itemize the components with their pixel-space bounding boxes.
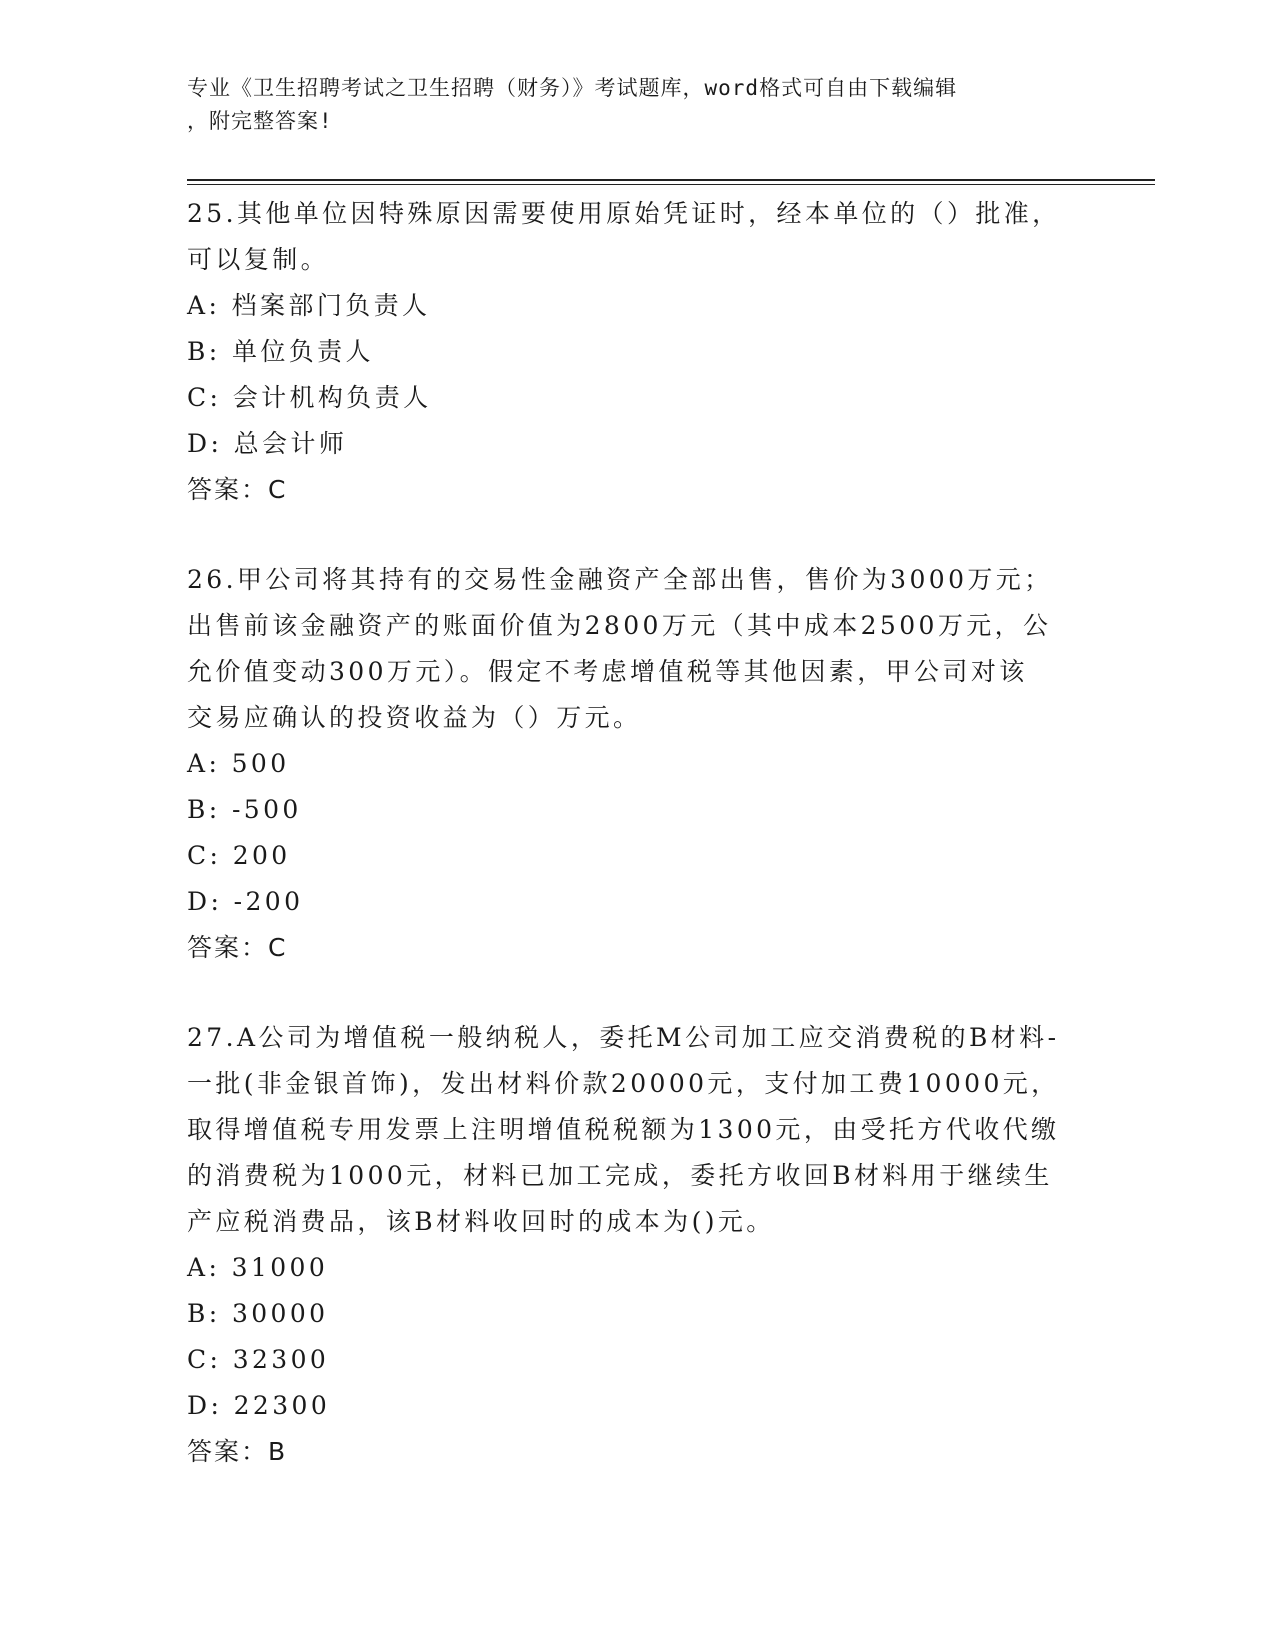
header-divider-thick — [187, 179, 1155, 181]
question-stem-line: 交易应确认的投资收益为（）万元。 — [187, 703, 642, 732]
question-stem-line: 25.其他单位因特殊原因需要使用原始凭证时，经本单位的（）批准， — [187, 199, 1061, 228]
question-stem-line: 的消费税为1000元，材料已加工完成，委托方收回B材料用于继续生 — [187, 1161, 1053, 1190]
option-a: A: 档案部门负责人 — [187, 291, 431, 320]
header-divider-thin — [187, 184, 1155, 185]
option-c: C: 200 — [187, 841, 291, 870]
question-stem-line: 27.A公司为增值税一般纳税人，委托M公司加工应交消费税的B材料- — [187, 1023, 1060, 1052]
question-26 — [187, 557, 1087, 971]
header-line-2: ，附完整答案! — [187, 109, 333, 133]
answer-line: 答案：B — [187, 1437, 288, 1466]
option-d: D: -200 — [187, 887, 304, 916]
question-stem-line: 26.甲公司将其持有的交易性金融资产全部出售，售价为3000万元； — [187, 565, 1053, 594]
option-d: D: 总会计师 — [187, 429, 348, 458]
question-stem-line: 出售前该金融资产的账面价值为2800万元（其中成本2500万元，公 — [187, 611, 1052, 640]
option-a: A: 31000 — [187, 1253, 329, 1282]
header-line-1: 专业《卫生招聘考试之卫生招聘（财务）》考试题库，word格式可自由下载编辑 — [187, 76, 958, 100]
answer-line: 答案：C — [187, 475, 288, 504]
option-b: B: 单位负责人 — [187, 337, 374, 366]
option-a: A: 500 — [187, 749, 290, 778]
question-27 — [187, 1015, 1087, 1475]
question-stem-line: 允价值变动300万元）。假定不考虑增值税等其他因素，甲公司对该 — [187, 657, 1028, 686]
option-c: C: 32300 — [187, 1345, 330, 1374]
question-stem-line: 可以复制。 — [187, 245, 330, 274]
option-b: B: -500 — [187, 795, 302, 824]
question-stem-line: 取得增值税专用发票上注明增值税税额为1300元，由受托方代收代缴 — [187, 1115, 1060, 1144]
question-list — [187, 191, 1087, 1519]
answer-line: 答案：C — [187, 933, 288, 962]
option-b: B: 30000 — [187, 1299, 329, 1328]
question-25 — [187, 191, 1087, 513]
option-c: C: 会计机构负责人 — [187, 383, 432, 412]
option-d: D: 22300 — [187, 1391, 331, 1420]
document-header — [187, 72, 1067, 138]
question-stem-line: 产应税消费品，该B材料收回时的成本为()元。 — [187, 1207, 775, 1236]
question-stem-line: 一批(非金银首饰)，发出材料价款20000元，支付加工费10000元， — [187, 1069, 1060, 1098]
